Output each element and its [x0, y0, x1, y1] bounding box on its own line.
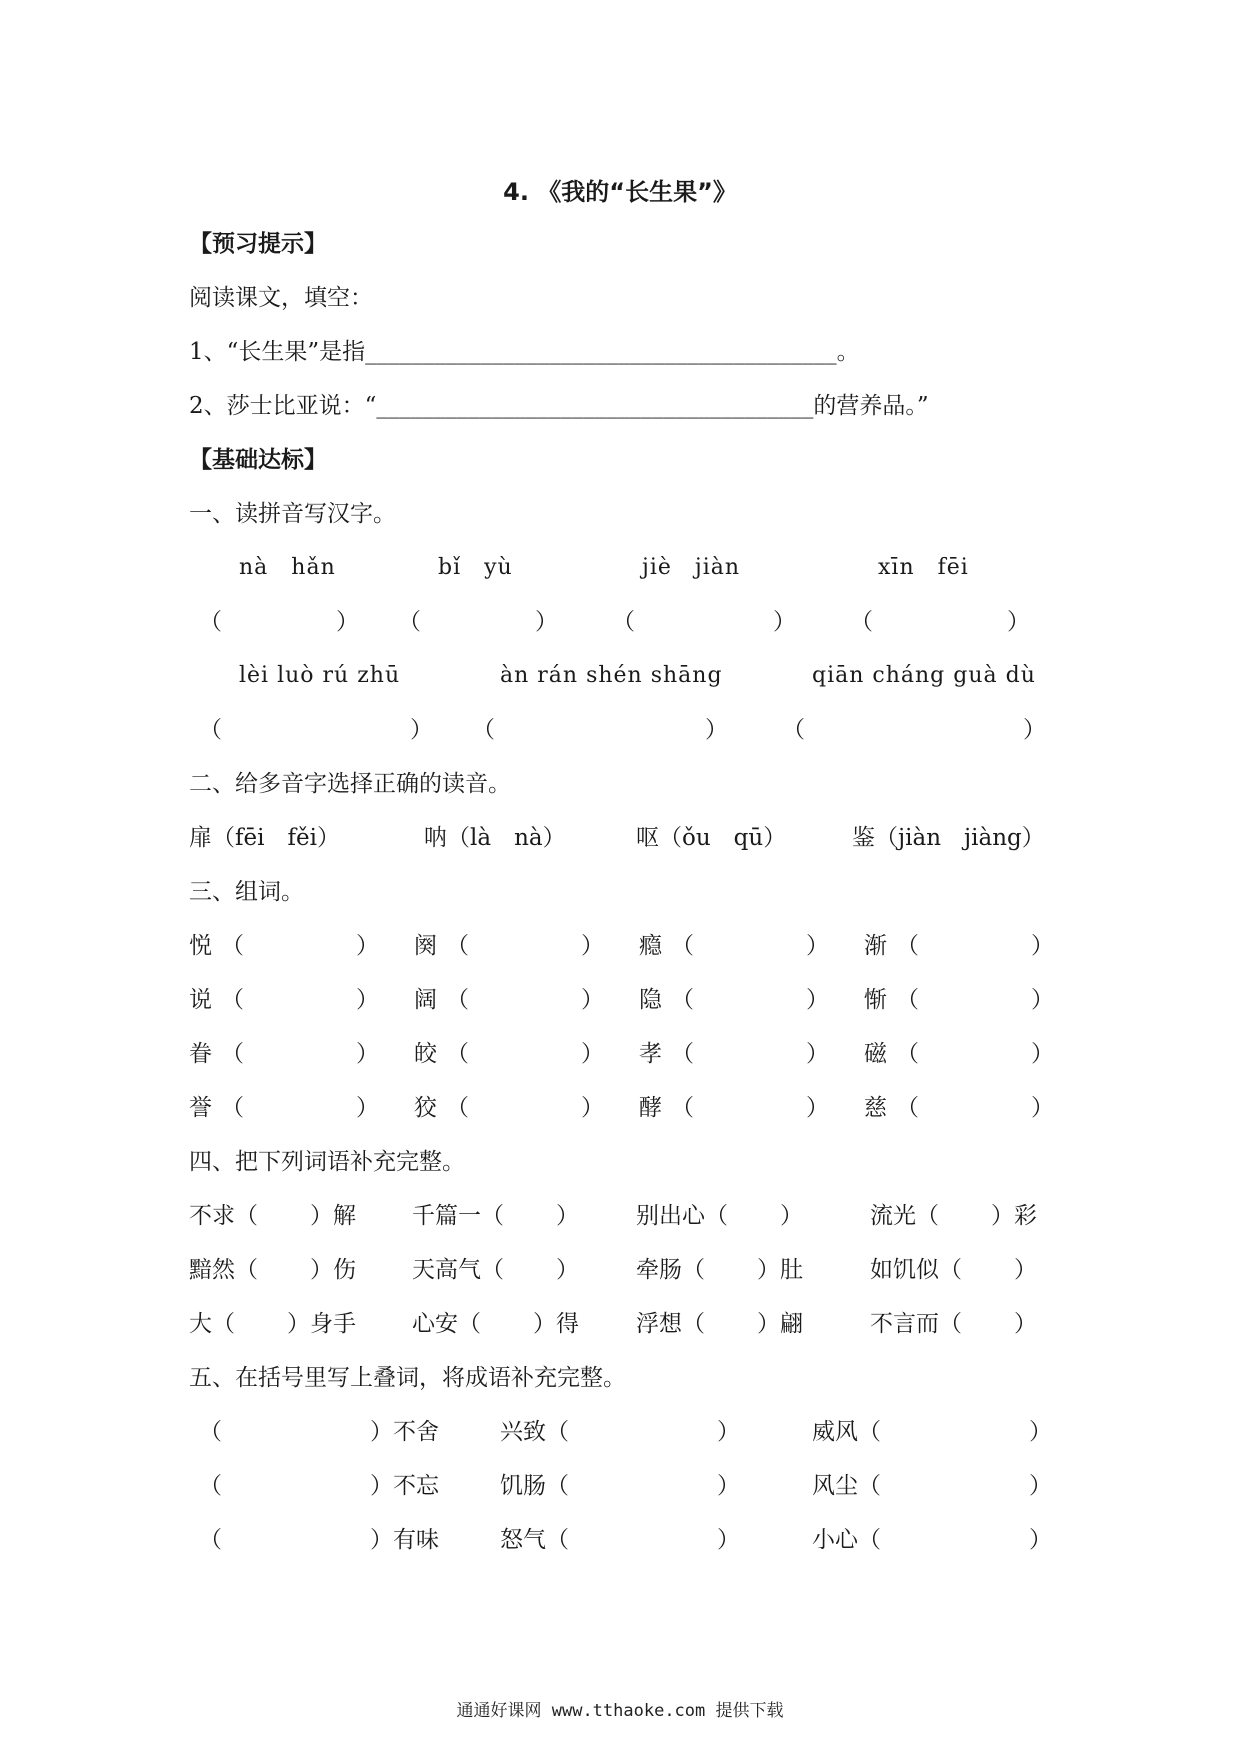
- pinyin-item: jiè jiàn: [642, 555, 741, 580]
- word-item[interactable]: 阔 （ ）: [414, 987, 604, 1013]
- word-item[interactable]: 渐 （ ）: [864, 933, 1054, 959]
- reduplication-row: [0, 1412, 1240, 1466]
- idiom-item[interactable]: 如饥似（ ）: [870, 1257, 1037, 1283]
- polyphone-item[interactable]: 扉（fēi fěi）: [189, 825, 340, 851]
- preview-question-2: [189, 386, 929, 426]
- idiom-item[interactable]: 流光（ ）彩: [870, 1203, 1037, 1229]
- reduplication-item[interactable]: 兴致（ ）: [500, 1419, 740, 1445]
- question-1-suffix: 。: [836, 339, 860, 365]
- word-item[interactable]: 阕 （ ）: [414, 933, 604, 959]
- reduplication-row: [0, 1466, 1240, 1520]
- pinyin-item: bǐ yù: [438, 555, 513, 580]
- idiom-item[interactable]: 心安（ ）得: [412, 1311, 579, 1337]
- idiom-item[interactable]: 大（ ）身手: [189, 1311, 356, 1337]
- idiom-item[interactable]: 牵肠（ ）肚: [636, 1257, 803, 1283]
- pinyin-item: àn rán shén shāng: [500, 663, 723, 688]
- pinyin-item: nà hǎn: [239, 555, 336, 580]
- question-1-prefix: 1、“长生果”是指: [189, 339, 366, 365]
- pinyin-row-2: [0, 656, 1240, 696]
- word-item[interactable]: 狡 （ ）: [414, 1095, 604, 1121]
- polyphone-item[interactable]: 鉴（jiàn jiàng）: [852, 825, 1045, 851]
- reduplication-item[interactable]: （ ）有味: [199, 1527, 439, 1553]
- reduplication-item[interactable]: 小心（ ）: [812, 1527, 1052, 1553]
- idiom-row: [0, 1196, 1240, 1250]
- page-footer: 通通好课网 www.tthaoke.com 提供下载: [456, 1701, 784, 1721]
- question-2-suffix: 的营养品。”: [813, 393, 929, 419]
- page-title: 4. 《我的“长生果”》: [503, 178, 737, 206]
- word-item[interactable]: 酵 （ ）: [639, 1095, 829, 1121]
- answer-row-1: [0, 602, 1240, 642]
- word-row: [0, 1088, 1240, 1142]
- reduplication-item[interactable]: 怒气（ ）: [500, 1527, 740, 1553]
- pinyin-row-1: [0, 548, 1240, 588]
- word-item[interactable]: 眷 （ ）: [189, 1041, 379, 1067]
- word-item[interactable]: 惭 （ ）: [864, 987, 1054, 1013]
- reduplication-grid: [0, 1412, 1240, 1574]
- word-item[interactable]: 悦 （ ）: [189, 933, 379, 959]
- word-row: [0, 980, 1240, 1034]
- word-grid: [0, 926, 1240, 1142]
- idiom-item[interactable]: 千篇一（ ）: [412, 1203, 579, 1229]
- word-item[interactable]: 皎 （ ）: [414, 1041, 604, 1067]
- section-5-title: 五、在括号里写上叠词，将成语补充完整。: [189, 1365, 626, 1391]
- preview-question-1: [189, 332, 860, 372]
- reduplication-item[interactable]: （ ）不忘: [199, 1473, 439, 1499]
- word-item[interactable]: 慈 （ ）: [864, 1095, 1054, 1121]
- answer-box[interactable]: （ ）: [782, 717, 1046, 743]
- polyphone-item[interactable]: 呕（ǒu qū）: [636, 825, 787, 851]
- section-4-title: 四、把下列词语补充完整。: [189, 1149, 465, 1175]
- word-row: [0, 926, 1240, 980]
- idiom-row: [0, 1304, 1240, 1358]
- polyphone-row: [0, 818, 1240, 858]
- pinyin-item: lèi luò rú zhū: [239, 663, 401, 688]
- idiom-item[interactable]: 浮想（ ）翩: [636, 1311, 803, 1337]
- section-3-title: 三、组词。: [189, 879, 304, 905]
- polyphone-item[interactable]: 呐（là nà）: [424, 825, 566, 851]
- question-1-blank[interactable]: _________________________________________: [365, 339, 837, 365]
- word-row: [0, 1034, 1240, 1088]
- idiom-item[interactable]: 别出心（ ）: [636, 1203, 803, 1229]
- answer-box[interactable]: （ ）: [612, 609, 796, 635]
- word-item[interactable]: 说 （ ）: [189, 987, 379, 1013]
- idiom-item[interactable]: 不言而（ ）: [870, 1311, 1037, 1337]
- question-2-prefix: 2、莎士比亚说：“: [189, 393, 377, 419]
- answer-box[interactable]: （ ）: [472, 717, 728, 743]
- answer-box[interactable]: （ ）: [398, 609, 558, 635]
- answer-row-2: [0, 710, 1240, 750]
- word-item[interactable]: 誉 （ ）: [189, 1095, 379, 1121]
- pinyin-item: xīn fēi: [878, 555, 969, 580]
- idiom-row: [0, 1250, 1240, 1304]
- idiom-item[interactable]: 不求（ ）解: [189, 1203, 356, 1229]
- word-item[interactable]: 孝 （ ）: [639, 1041, 829, 1067]
- preview-heading: 【预习提示】: [189, 231, 327, 257]
- reduplication-item[interactable]: 威风（ ）: [812, 1419, 1052, 1445]
- reduplication-item[interactable]: 风尘（ ）: [812, 1473, 1052, 1499]
- idiom-item[interactable]: 天高气（ ）: [412, 1257, 579, 1283]
- reduplication-item[interactable]: 饥肠（ ）: [500, 1473, 740, 1499]
- preview-instruction: 阅读课文，填空：: [189, 285, 373, 311]
- word-item[interactable]: 磁 （ ）: [864, 1041, 1054, 1067]
- idiom-item[interactable]: 黯然（ ）伤: [189, 1257, 356, 1283]
- word-item[interactable]: 瘾 （ ）: [639, 933, 829, 959]
- answer-box[interactable]: （ ）: [199, 717, 433, 743]
- question-2-blank[interactable]: ______________________________________: [376, 393, 814, 419]
- basics-heading: 【基础达标】: [189, 447, 327, 473]
- reduplication-item[interactable]: （ ）不舍: [199, 1419, 439, 1445]
- section-2-title: 二、给多音字选择正确的读音。: [189, 771, 511, 797]
- section-1-title: 一、读拼音写汉字。: [189, 501, 396, 527]
- pinyin-item: qiān cháng guà dù: [812, 663, 1036, 688]
- word-item[interactable]: 隐 （ ）: [639, 987, 829, 1013]
- answer-box[interactable]: （ ）: [199, 609, 359, 635]
- idiom-grid: [0, 1196, 1240, 1358]
- reduplication-row: [0, 1520, 1240, 1574]
- answer-box[interactable]: （ ）: [850, 609, 1030, 635]
